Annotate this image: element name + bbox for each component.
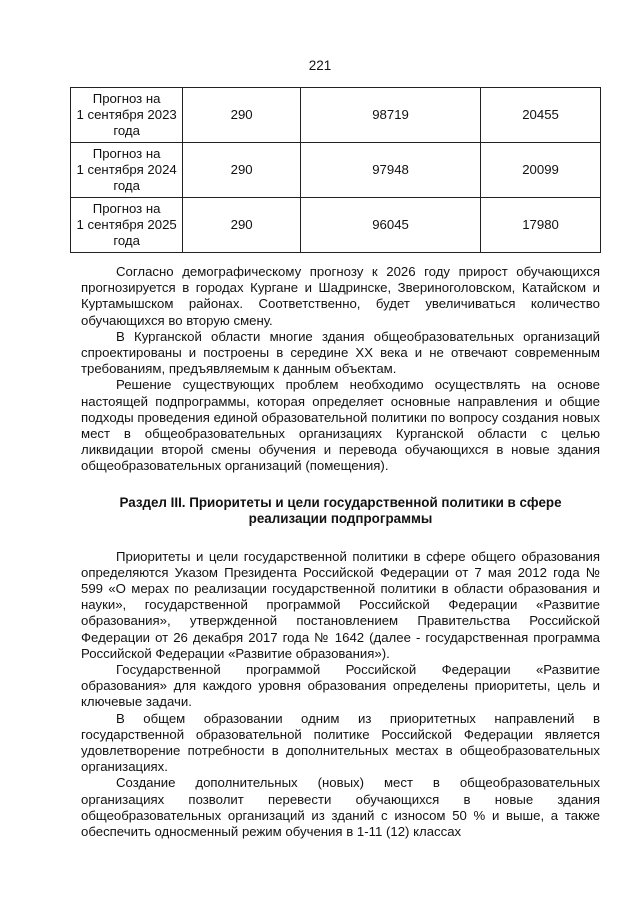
paragraph: Государственной программой Российской Федерации «Развитие образования» для каждого уровня образования определены приоритеты, цель и ключевые задачи. [81,662,600,710]
label-line: Прогноз на [92,201,161,216]
paragraph: Создание дополнительных (новых) мест в общеобразовательных организациях позволит перевести обучающихся в новые здания общеобразовательных организаций из зданий с износом 50 % и выше, а также обеспечить односменный режим обучения в 1-11 (12) классах [81,775,600,840]
paragraph: Решение существующих проблем необходимо осуществлять на основе настоящей подпрограммы, которая определяет основные направления и общие подходы проведения единой образовательной политики по вопросу создания новых мест в общеобразовательных организациях Курганской области с целью ликвидации второй смены обучения и перевода обучающихся в новые здания общеобразовательных организаций (помещения). [81,377,600,474]
label-line: 1 сентября 2024 [76,162,177,177]
label-line: года [113,233,140,248]
paragraph: Согласно демографическому прогнозу к 2026 году прирост обучающихся прогнозируется в городах Кургане и Шадринске, Звериноголовском, Катайском и Куртамышском районах. Соответственно, будет увеличиваться количество обучающихся во вторую смену. [81,264,600,328]
table-cell: 20455 [481,88,601,143]
section-heading-line: реализации подпрограммы [248,511,433,527]
forecast-table [70,87,601,253]
label-line: 1 сентября 2023 [76,107,177,122]
table-cell: 290 [183,88,301,143]
table-cell: 98719 [300,88,480,143]
label-line: года [113,178,140,193]
forecast-label-cell [71,88,183,143]
paragraph: В общем образовании одним из приоритетных направлений в государственной образовательной политике Российской Федерации является удовлетворение потребности в дополнительных местах в общеобразовательных организациях. [81,710,600,775]
section-heading [81,495,600,528]
forecast-label-cell [71,198,183,253]
table-row [71,198,601,253]
table-row [71,143,601,198]
forecast-label-cell [71,143,183,198]
table-cell: 290 [183,198,301,253]
label-line: Прогноз на [92,91,161,106]
label-line: Прогноз на [92,146,161,161]
label-line: года [113,123,140,138]
section-heading-line: Раздел III. Приоритеты и цели государственной политики в сфере [119,494,562,510]
paragraph: Приоритеты и цели государственной политики в сфере общего образования определяются Указом Президента Российской Федерации от 7 мая 2012 года № 599 «О мерах по реализации государственной политики в области образования и науки», государственной программой Российской Федерации «Развитие образования», утвержденной постановлением Правительства Российской Федерации от 26 декабря 2017 года № 1642 (далее - государственная программа Российской Федерации «Развитие образования»). [81,548,600,661]
table-cell: 20099 [481,143,601,198]
table-cell: 290 [183,143,301,198]
table-cell: 97948 [300,143,480,198]
table-row [71,88,601,143]
table-cell: 96045 [300,198,480,253]
table-cell: 17980 [481,198,601,253]
label-line: 1 сентября 2025 [76,217,177,232]
page-number: 221 [308,58,332,73]
paragraph: В Курганской области многие здания общеобразовательных организаций спроектированы и построены в середине XX века и не отвечают современным требованиям, предъявляемым к данным объектам. [81,328,600,377]
document-body [81,264,600,840]
